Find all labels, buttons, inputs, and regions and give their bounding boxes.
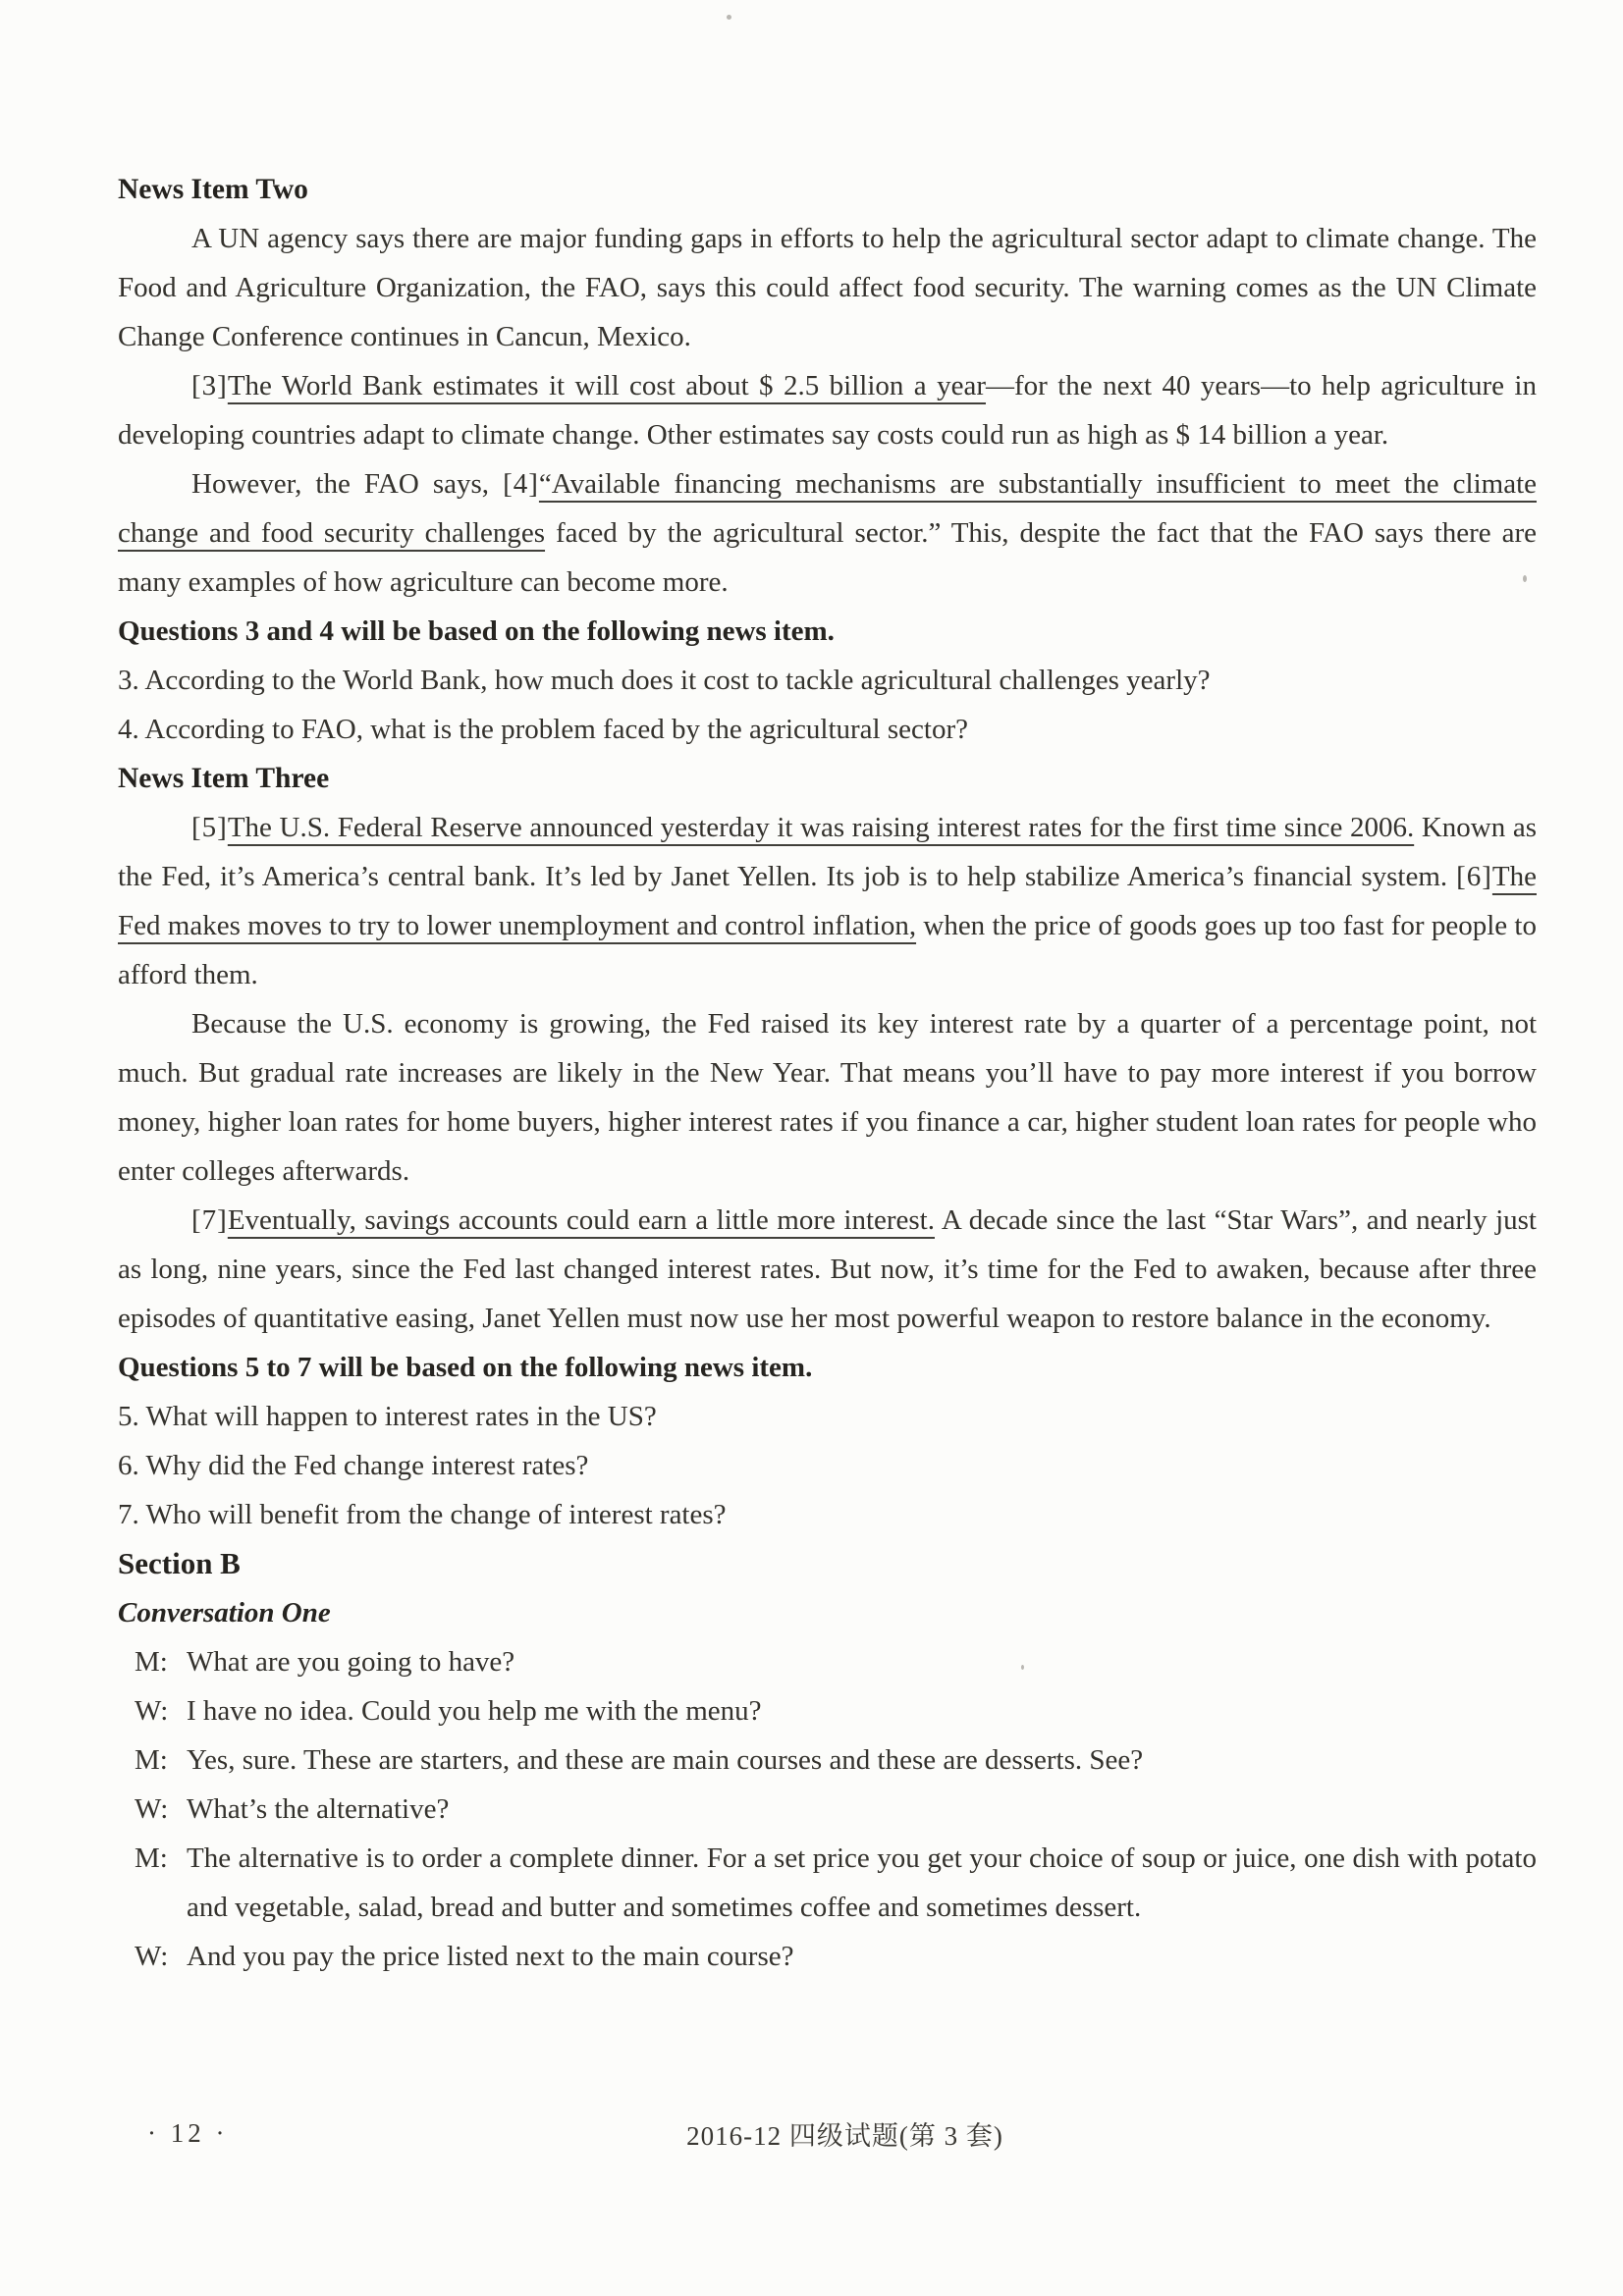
dialogue-line bbox=[118, 1785, 1537, 1834]
dialogue-line bbox=[118, 1932, 1537, 1981]
speaker-label: W: bbox=[135, 1793, 169, 1825]
speaker-label: M: bbox=[135, 1842, 168, 1874]
question-3: 3. According to the World Bank, how much does it cost to tackle agricultural challenges yearly? bbox=[118, 665, 1211, 696]
paragraph-text: when the price of goods goes up too fast for people to afford them. bbox=[118, 910, 1537, 990]
speaker-label: M: bbox=[135, 1646, 168, 1678]
question-4: 4. According to FAO, what is the problem faced by the agricultural sector? bbox=[118, 714, 968, 745]
paragraph-text: faced by the agricultural sector.” This, despite the fact that the FAO says there are many examples of how agriculture can become more. bbox=[118, 517, 1537, 598]
underlined-answer-5: The U.S. Federal Reserve announced yesterday it was raising interest rates for the first time since 2006. bbox=[227, 812, 1415, 843]
dialogue-line bbox=[118, 1735, 1537, 1785]
page-footer bbox=[118, 2112, 1537, 2162]
dialogue-line bbox=[118, 1834, 1537, 1932]
underlined-answer-3: The World Bank estimates it will cost about $ 2.5 billion a year bbox=[227, 370, 987, 401]
dialogue-line bbox=[118, 1637, 1537, 1686]
section-b-heading: Section B bbox=[118, 1546, 241, 1580]
underlined-answer-6: The Fed makes moves to try to lower unemployment and control inflation, bbox=[118, 861, 1537, 941]
answer-marker-4: [4] bbox=[503, 468, 539, 500]
dialogue-text: What’s the alternative? bbox=[187, 1793, 450, 1825]
news2-paragraph-2 bbox=[118, 361, 1537, 459]
dialogue-line bbox=[118, 1686, 1537, 1735]
dialogue-text: What are you going to have? bbox=[187, 1646, 515, 1678]
news-item-three-heading: News Item Three bbox=[118, 763, 330, 794]
dialogue-text: The alternative is to order a complete dinner. For a set price you get your choice of soup or juice, one dish with potato and vegetable, salad, bread and butter and sometimes coffee and sometimes dessert. bbox=[187, 1842, 1537, 1923]
conversation-one-heading: Conversation One bbox=[118, 1597, 331, 1629]
footer-caption: 2016-12 四级试题(第 3 套) bbox=[686, 2121, 1003, 2151]
question-7: 7. Who will benefit from the change of interest rates? bbox=[118, 1499, 727, 1530]
scan-speck bbox=[727, 15, 731, 20]
news3-paragraph-3 bbox=[118, 1196, 1537, 1343]
news2-paragraph-1: A UN agency says there are major funding gaps in efforts to help the agricultural sector adapt to climate change. The Food and Agriculture Organization, the FAO, says this could affect food security. The warning comes as the UN Climate Change Conference continues in Cancun, Mexico. bbox=[118, 223, 1537, 352]
questions-5-7-heading: Questions 5 to 7 will be based on the following news item. bbox=[118, 1352, 813, 1383]
transcript-body bbox=[118, 165, 1537, 1981]
news2-paragraph-3 bbox=[118, 459, 1537, 607]
paragraph-text: Known as the Fed, it’s America’s central bank. It’s led by Janet Yellen. Its job is to help stabilize America’s financial system. bbox=[118, 812, 1538, 892]
answer-marker-3: [3] bbox=[191, 370, 228, 401]
news-item-two-heading: News Item Two bbox=[118, 174, 308, 205]
news3-paragraph-2: Because the U.S. economy is growing, the Fed raised its key interest rate by a quarter of a percentage point, not much. But gradual rate increases are likely in the New Year. That means you’ll have to pay more interest if you borrow money, higher loan rates for home buyers, higher interest rates if you finance a car, higher student loan rates for people who enter colleges afterwards. bbox=[118, 1008, 1537, 1187]
speaker-label: W: bbox=[135, 1941, 169, 1972]
speaker-label: M: bbox=[135, 1744, 168, 1776]
paragraph-text: However, the FAO says, bbox=[191, 468, 504, 500]
page-number: · 12 · bbox=[147, 2118, 229, 2148]
answer-marker-5: [5] bbox=[191, 812, 228, 843]
dialogue-text: I have no idea. Could you help me with the menu? bbox=[187, 1695, 762, 1727]
dialogue-text: Yes, sure. These are starters, and these are main courses and these are desserts. See? bbox=[187, 1744, 1144, 1776]
paragraph-text: A decade since the last “Star Wars”, and nearly just as long, nine years, since the Fed last changed interest rates. But now, it’s time for the Fed to awaken, because after three episodes of quantitative easing, Janet Yellen must now use her most powerful weapon to restore balance in the economy. bbox=[118, 1204, 1537, 1334]
dialogue-text: And you pay the price listed next to the main course? bbox=[187, 1941, 794, 1972]
news3-paragraph-1 bbox=[118, 803, 1537, 999]
answer-marker-6: [6] bbox=[1456, 861, 1492, 892]
paragraph-text: —for the next 40 years—to help agriculture in developing countries adapt to climate change. Other estimates say costs could run as high as $ 14 billion a year. bbox=[118, 370, 1537, 451]
underlined-answer-7: Eventually, savings accounts could earn a little more interest. bbox=[227, 1204, 935, 1236]
question-5: 5. What will happen to interest rates in the US? bbox=[118, 1401, 657, 1432]
answer-marker-7: [7] bbox=[191, 1204, 228, 1236]
questions-3-4-heading: Questions 3 and 4 will be based on the following news item. bbox=[118, 615, 835, 647]
question-6: 6. Why did the Fed change interest rates? bbox=[118, 1450, 589, 1481]
underlined-answer-4: “Available financing mechanisms are substantially insufficient to meet the climate change and food security challenges bbox=[118, 468, 1537, 549]
speaker-label: W: bbox=[135, 1695, 169, 1727]
